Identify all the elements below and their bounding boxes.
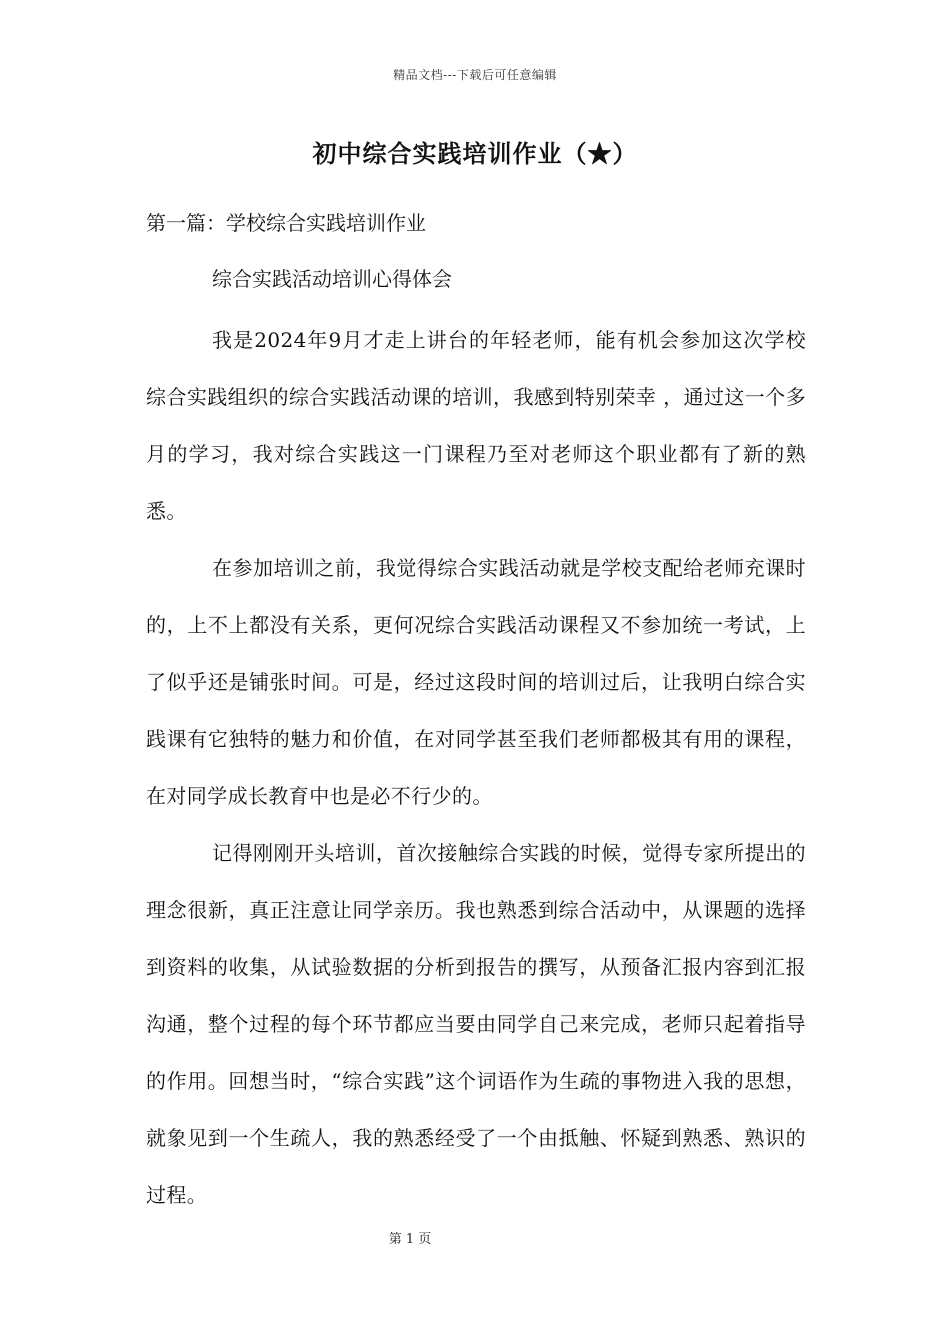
paragraph-1: 我是2024年9月才走上讲台的年轻老师，能有机会参加这次学校综合实践组织的综合实践活动课的培训，我感到特别荣幸 ，通过这一个多月的学习，我对综合实践这一门课程乃至对老师这个职业都有了新的熟悉。 <box>146 328 806 523</box>
paragraph-2: 在参加培训之前，我觉得综合实践活动就是学校支配给老师充课时的，上不上都没有关系，更何况综合实践活动课程又不参加统一考试，上了似乎还是铺张时间。可是，经过这段时间的培训过后，让我明白综合实践课有它独特的魅力和价值，在对同学甚至我们老师都极其有用的课程，在对同学成长教育中也是必不行少的。 <box>146 556 806 808</box>
paragraph-3: 记得刚刚开头培训，首次接触综合实践的时候，觉得专家所提出的理念很新，真正注意让同学亲历。我也熟悉到综合活动中，从课题的选择到资料的收集，从试验数据的分析到报告的撰写，从预备汇报内容到汇报沟通，整个过程的每个环节都应当要由同学自己来完成，老师只起着指导的作用。回想当时，“综合实践”这个词语作为生疏的事物进入我的思想，就象见到一个生疏人，我的熟悉经受了一个由抵触、怀疑到熟悉、熟识的过程。 <box>146 841 806 1207</box>
header-note: 精品文档---下载后可任意编辑 <box>393 68 557 82</box>
page-number: 第 1 页 <box>388 1232 432 1247</box>
document-body <box>146 200 806 1224</box>
subheading: 综合实践活动培训心得体会 <box>212 267 452 291</box>
section-heading: 第一篇：学校综合实践培训作业 <box>146 211 426 235</box>
document-title: 初中综合实践培训作业（★） <box>312 139 638 168</box>
